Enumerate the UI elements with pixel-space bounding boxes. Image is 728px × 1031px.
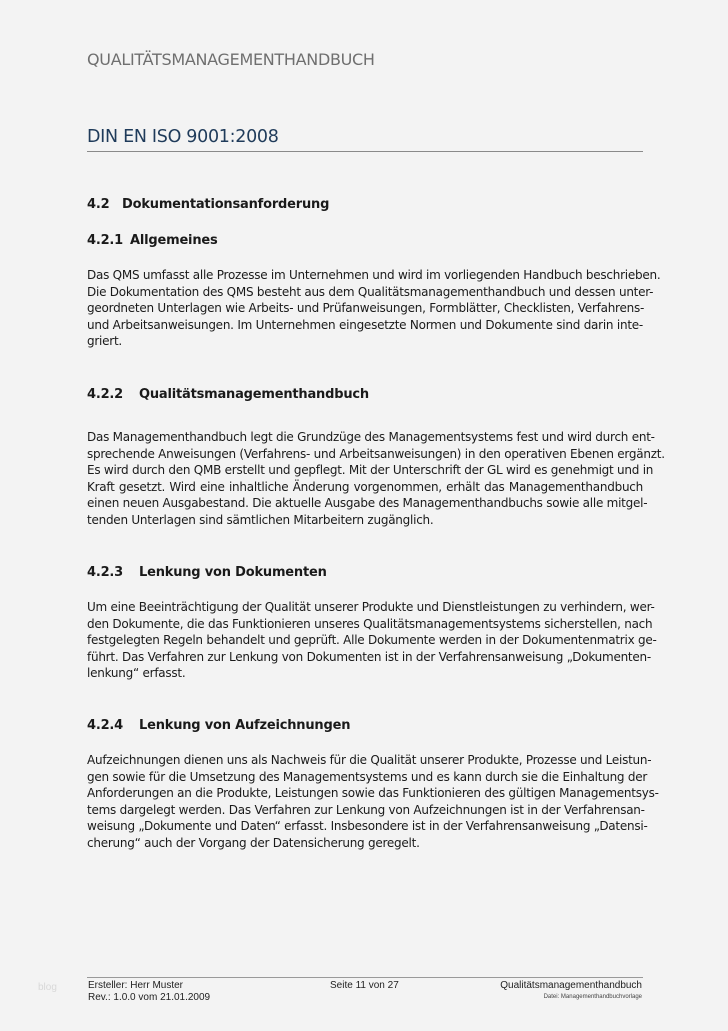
paragraph-line: festgelegten Regeln behandelt und geprüft. Alle Dokumente werden in der Dokumentenmatrix ge-: [87, 633, 657, 647]
footer-divider: [87, 977, 643, 978]
footer-file-name: Datei: Managementhandbuchvorlage: [543, 994, 642, 1000]
paragraph-line: führt. Das Verfahren zur Lenkung von Dokumenten ist in der Verfahrensanweisung „Dokumenten-: [87, 649, 651, 664]
standard-heading: DIN EN ISO 9001:2008: [87, 127, 279, 147]
paragraph-line: Das Managementhandbuch legt die Grundzüge des Managementsystems fest und wird durch ent-: [87, 430, 655, 444]
section-title: Qualitätsmanagementhandbuch: [139, 387, 369, 402]
paragraph-line: griert.: [87, 334, 122, 348]
paragraph-line: den Dokumente, die das Funktionieren unseres Qualitätsmanagementsystems sicherstellen, nach: [87, 616, 653, 631]
paragraph-line: Die Dokumentation des QMS besteht aus dem Qualitätsmanagementhandbuch und dessen unter-: [87, 284, 654, 299]
footer-doc-title: Qualitätsmanagementhandbuch: [500, 980, 642, 991]
paragraph-line: geordneten Unterlagen wie Arbeits- und Prüfanweisungen, Formblätter, Checklisten, Verfahrens-: [87, 301, 645, 315]
paragraph-line: lenkung“ erfasst.: [87, 666, 186, 680]
watermark-text: blog: [38, 982, 57, 993]
section-heading-4-2: [87, 197, 329, 212]
section-number: 4.2.4: [87, 718, 124, 733]
paragraph-line: und Arbeitsanweisungen. Im Unternehmen eingesetzte Normen und Dokumente sind darin inte-: [87, 317, 643, 332]
section-title: Allgemeines: [130, 233, 218, 248]
heading-divider: [87, 151, 643, 152]
paragraph-lenkung-aufzeichnungen: [87, 752, 659, 851]
section-title: Lenkung von Aufzeichnungen: [139, 718, 351, 733]
paragraph-qualitaetsmanagementhandbuch: [87, 429, 665, 528]
section-number: 4.2.2: [87, 387, 124, 402]
paragraph-line: cherung“ auch der Vorgang der Datensicherung geregelt.: [87, 835, 420, 850]
section-title: Dokumentationsanforderung: [122, 197, 330, 212]
paragraph-line: einen neuen Ausgabestand. Die aktuelle Ausgabe des Managementhandbuchs sowie alle mitgel-: [87, 496, 648, 510]
footer-author: Ersteller: Herr Muster: [88, 980, 184, 991]
section-heading-4-2-1: [87, 233, 218, 248]
paragraph-line: Kraft gesetzt. Wird eine inhaltliche Änderung vorgenommen, erhält das Managementhandbuch: [87, 479, 643, 494]
section-number: 4.2: [87, 197, 110, 212]
section-heading-4-2-2: [87, 387, 369, 402]
paragraph-line: Um eine Beeinträchtigung der Qualität unserer Produkte und Dienstleistungen zu verhindern, wer-: [87, 600, 655, 614]
paragraph-line: weisung „Dokumente und Daten“ erfasst. Insbesondere ist in der Verfahrensanweisung „Datensi-: [87, 819, 648, 833]
paragraph-line: tems dargelegt werden. Das Verfahren zur Lenkung von Aufzeichnungen ist in der Verfahrensan-: [87, 802, 645, 817]
document-header-title: QUALITÄTSMANAGEMENTHANDBUCH: [87, 50, 375, 69]
paragraph-lenkung-dokumente: [87, 599, 657, 682]
paragraph-allgemeines: [87, 267, 661, 350]
section-heading-4-2-3: [87, 565, 327, 580]
paragraph-line: Anforderungen an die Produkte, Leistungen sowie das Funktionieren des gültigen Managementsys-: [87, 786, 659, 800]
paragraph-line: Aufzeichnungen dienen uns als Nachweis für die Qualität unserer Produkte, Prozesse und Leistun-: [87, 753, 652, 767]
footer-page-number: Seite 11 von 27: [330, 980, 399, 991]
section-number: 4.2.1: [87, 233, 124, 248]
section-title: Lenkung von Dokumenten: [139, 565, 327, 580]
paragraph-line: gen sowie für die Umsetzung des Managementsystems und es kann durch sie die Einhaltung der: [87, 769, 648, 784]
footer-revision: Rev.: 1.0.0 vom 21.01.2009: [88, 992, 211, 1003]
section-heading-4-2-4: [87, 718, 350, 733]
paragraph-line: tenden Unterlagen sind sämtlichen Mitarbeitern zugänglich.: [87, 512, 434, 527]
section-number: 4.2.3: [87, 565, 124, 580]
paragraph-line: Das QMS umfasst alle Prozesse im Unternehmen und wird im vorliegenden Handbuch beschrieben.: [87, 268, 661, 282]
paragraph-line: Es wird durch den QMB erstellt und gepflegt. Mit der Unterschrift der GL wird es genehmigt und in: [87, 463, 654, 477]
paragraph-line: sprechende Anweisungen (Verfahrens- und Arbeitsanweisungen) in den operativen Ebenen ergänzt.: [87, 446, 665, 461]
